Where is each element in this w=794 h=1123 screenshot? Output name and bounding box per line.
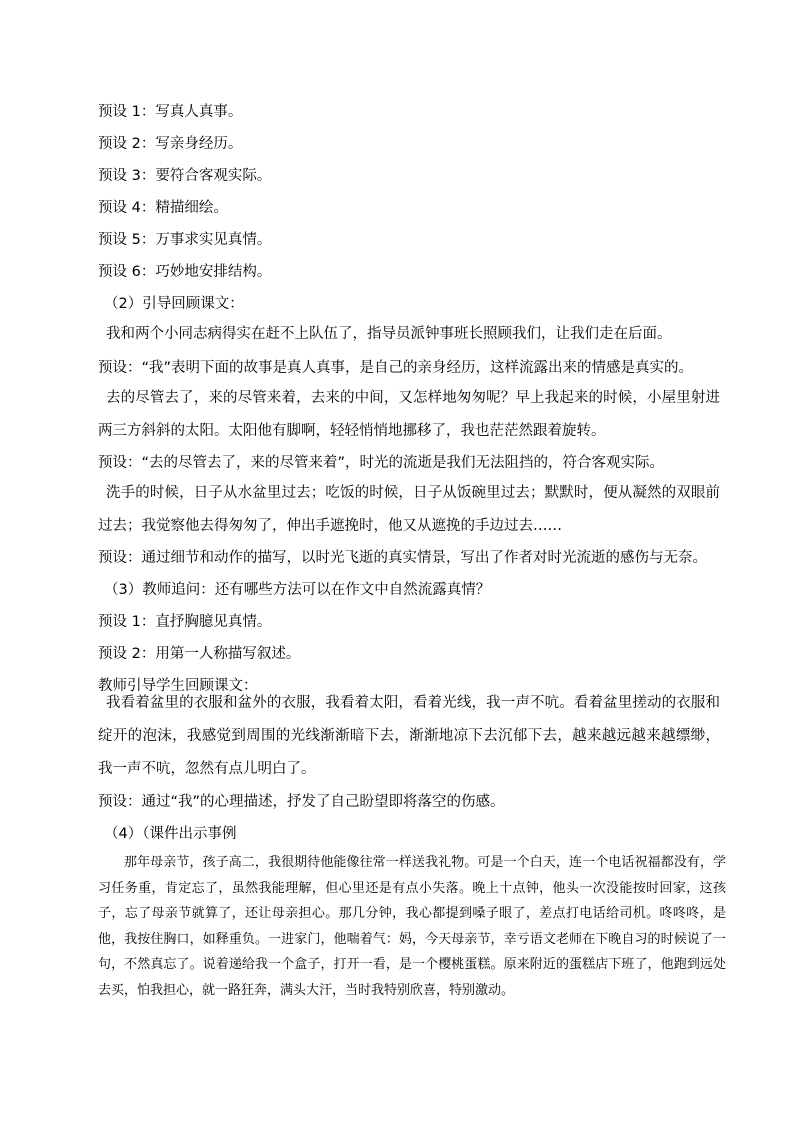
- preset-5: 预设 5：万事求实见真情。: [98, 232, 272, 248]
- section-3-heading: （3）教师追问：还有哪些方法可以在作文中自然流露真情？: [104, 582, 491, 598]
- preset-note-1: 预设：“我”表明下面的故事是真人真事，是自己的亲身经历，这样流露出来的情感是真实的。: [98, 360, 694, 376]
- preset-2: 预设 2：写亲身经历。: [98, 136, 243, 152]
- section-4-heading: （4）（课件出示事例: [104, 826, 237, 842]
- quote-paragraph-1: 我和两个小同志病得实在赶不上队伍了，指导员派钟事班长照顾我们，让我们走在后面。: [106, 326, 672, 342]
- preset-note-3: 预设：通过细节和动作的描写，以时光飞逝的真实情景，写出了作者对时光流逝的感伤与无奈。: [98, 550, 707, 566]
- preset-1: 预设 1：写真人真事。: [98, 104, 243, 120]
- preset-note-4: 预设：通过“我”的心理描述，抒发了自己盼望即将落空的伤感。: [98, 794, 505, 810]
- preset-6: 预设 6：巧妙地安排结构。: [98, 264, 272, 280]
- quote-paragraph-3: 洗手的时候，日子从水盆里过去；吃饭的时候，日子从饭碗里过去；默默时，便从凝然的双眼前过去；我觉察他去得匆匆了，伸出手遮挽时，他又从遮挽的手边过去……: [98, 485, 720, 534]
- method-preset-2: 预设 2：用第一人称描写叙述。: [98, 646, 301, 662]
- quote-paragraph-2: 去的尽管去了，来的尽管来着，去来的中间，又怎样地匆匆呢？早上我起来的时候，小屋里射进两三方斜斜的太阳。太阳他有脚啊，轻轻悄悄地挪移了，我也茫茫然跟着旋转。: [98, 390, 720, 439]
- preset-3: 预设 3：要符合客观实际。: [98, 168, 272, 184]
- section-2-heading: （2）引导回顾课文：: [104, 296, 244, 312]
- method-preset-1: 预设 1：直抒胸臆见真情。: [98, 614, 272, 630]
- quote-paragraph-4: 我看着盆里的衣服和盆外的衣服，我看着太阳，看着光线，我一声不吭。看着盆里搓动的衣服和绽开的泡沫，我感觉到周围的光线渐渐暗下去，渐渐地凉下去沉郁下去，越来越远越来越缥缈，我一声不吭，忽然有点儿明白了。: [98, 695, 720, 777]
- preset-4: 预设 4：精描细绘。: [98, 200, 228, 216]
- teacher-guide: 教师引导学生回顾课文：: [98, 678, 258, 694]
- preset-note-2: 预设：“去的尽管去了，来的尽管来着”，时光的流逝是我们无法阻挡的，符合客观实际。: [98, 455, 665, 471]
- example-paragraph: 那年母亲节，孩子高二，我很期待他能像往常一样送我礼物。可是一个白天，连一个电话祝福都没有，学习任务重，肯定忘了，虽然我能理解，但心里还是有点小失落。晚上十点钟，他头一次没能按时回家，这孩子，忘了母亲节就算了，还让母亲担心。那几分钟，我心都提到嗓子眼了，差点打电话给司机。咚咚咚，是他，我按住胸口，如释重负。一进家门，他喘着气：妈，今天母亲节，幸亏语文老师在下晚自习的时候说了一句，不然真忘了。说着递给我一个盒子，打开一看，是一个樱桃蛋糕。原来附近的蛋糕店下班了，他跑到远处去买，怕我担心，就一路狂奔，满头大汗，当时我特别欣喜，特别激动。: [98, 855, 726, 998]
